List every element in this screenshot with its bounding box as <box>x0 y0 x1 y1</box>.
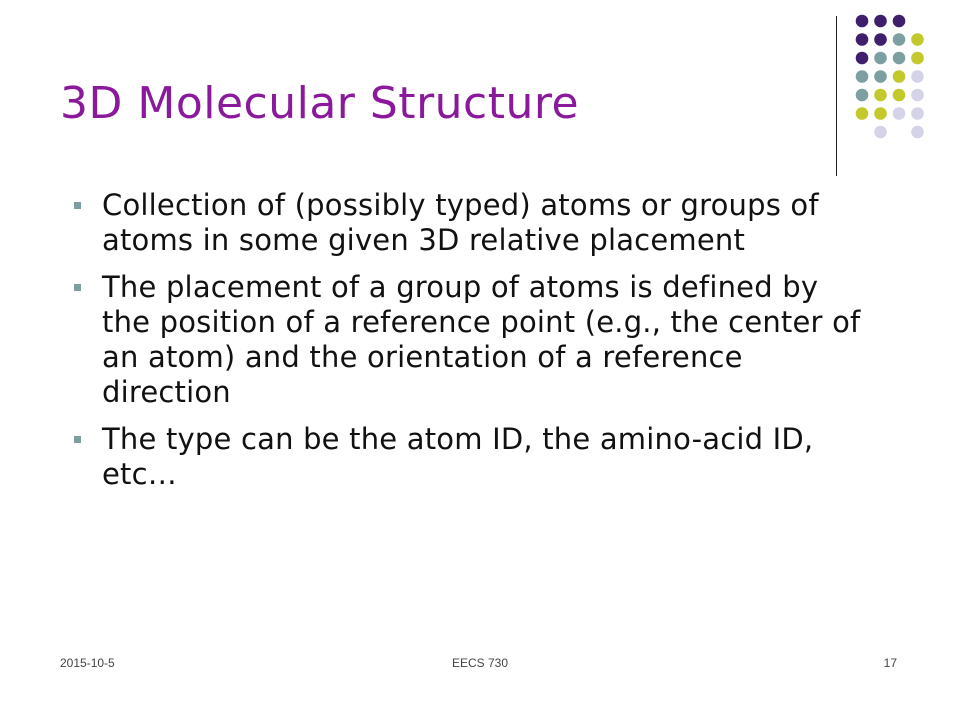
decorative-dot <box>893 89 906 102</box>
decorative-dot <box>856 15 869 28</box>
decorative-dot <box>856 89 869 102</box>
decorative-dot <box>911 107 924 120</box>
footer-page-number: 17 <box>883 656 897 670</box>
decorative-dot <box>911 33 924 46</box>
bullet-item <box>74 270 874 410</box>
decorative-dot <box>856 33 869 46</box>
bullet-text: The placement of a group of atoms is defined by the position of a reference point (e.g., the center of an atom) and the orientation of a reference direction <box>102 270 861 409</box>
decorative-dot <box>893 52 906 65</box>
decorative-dot <box>874 89 887 102</box>
decorative-dot <box>911 126 924 139</box>
decorative-dot <box>874 70 887 83</box>
decorative-dot <box>874 33 887 46</box>
bullet-item <box>74 422 874 492</box>
decorative-dot <box>874 126 887 139</box>
bullet-marker-icon <box>74 202 81 209</box>
bullet-marker-icon <box>74 436 81 443</box>
decorative-dot <box>893 15 906 28</box>
footer-date: 2015-10-5 <box>60 656 115 670</box>
decorative-dot <box>911 52 924 65</box>
decorative-dot <box>856 52 869 65</box>
bullet-marker-icon <box>74 284 81 291</box>
decorative-vertical-line <box>836 16 837 176</box>
decorative-dot <box>874 52 887 65</box>
bullet-item <box>74 188 874 258</box>
footer-course: EECS 730 <box>451 656 509 670</box>
bullet-text: Collection of (possibly typed) atoms or groups of atoms in some given 3D relative placement <box>102 188 819 257</box>
decorative-dot <box>893 70 906 83</box>
decorative-dot <box>874 107 887 120</box>
decorative-dot <box>874 15 887 28</box>
decorative-dot <box>856 107 869 120</box>
bullet-text: The type can be the atom ID, the amino-acid ID, etc… <box>102 422 814 491</box>
decorative-dot <box>856 70 869 83</box>
decorative-dot <box>893 107 906 120</box>
slide-title: 3D Molecular Structure <box>60 78 580 129</box>
bullet-list <box>74 188 874 504</box>
decorative-dot <box>911 70 924 83</box>
decorative-dot <box>911 89 924 102</box>
decorative-dot <box>893 33 906 46</box>
